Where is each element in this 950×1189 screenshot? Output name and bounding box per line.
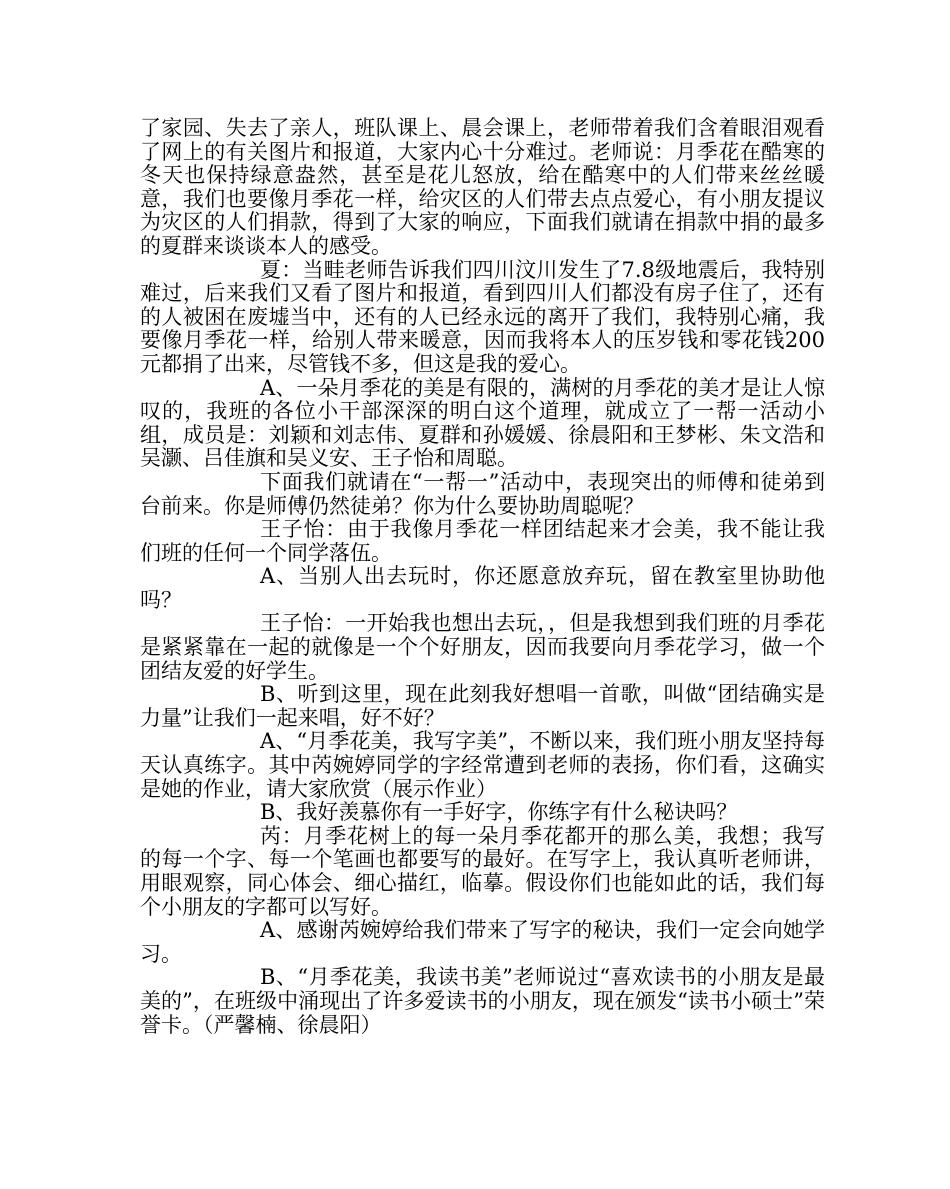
paragraph: B、我好羡慕你有一手好字，你练字有什么秘诀吗？	[260, 800, 738, 825]
paragraph: 王子怡：由于我像月季花一样团结起来才会美，我不能让我们班的任何一个同学落伍。	[140, 517, 825, 565]
paragraph: 芮：月季花树上的每一朵月季花都开的那么美，我想；我写的每一个字、每一个笔画也都要写的最好。在写字上，我认真听老师讲，用眼观察，同心体会、细心描红，临摹。假设你们也能如此的话，我们每个小朋友的字都可以写好。	[140, 823, 825, 919]
paragraph: A、当别人出去玩时，你还愿意放弃玩，留在教室里协助他吗？	[140, 564, 825, 612]
paragraph: A、感谢芮婉婷给我们带来了写字的秘诀，我们一定会向她学习。	[140, 918, 825, 966]
paragraph: A、“月季花美，我写字美”，不断以来，我们班小朋友坚持每天认真练字。其中芮婉婷同学的字经常遭到老师的表扬，你们看，这确实是她的作业，请大家欣赏（展示作业）	[140, 729, 825, 801]
paragraph: 了家园、失去了亲人，班队课上、晨会课上，老师带着我们含着眼泪观看了网上的有关图片和报道，大家内心十分难过。老师说：月季花在酷寒的冬天也保持绿意盎然，甚至是花儿怒放，给在酷寒中的人们带来丝丝暖意，我们也要像月季花一样，给灾区的人们带去点点爱心，有小朋友提议为灾区的人们捐款，得到了大家的响应，下面我们就请在捐款中捐的最多的夏群来谈谈本人的感受。	[140, 116, 825, 258]
document-body	[140, 117, 825, 1037]
paragraph: A、一朵月季花的美是有限的，满树的月季花的美才是让人惊叹的，我班的各位小干部深深的明白这个道理，就成立了一帮一活动小组，成员是：刘颖和刘志伟、夏群和孙媛媛、徐晨阳和王梦彬、朱文浩和吴灏、吕佳旗和吴义安、王子怡和周聪。	[140, 375, 825, 471]
paragraph: 夏：当畦老师告诉我们四川汶川发生了7.8级地震后，我特别难过，后来我们又看了图片和报道，看到四川人们都没有房子住了，还有的人被困在废墟当中，还有的人已经永远的离开了我们，我特别心痛，我要像月季花一样，给别人带来暖意，因而我将本人的压岁钱和零花钱200元都捐了出来，尽管钱不多，但这是我的爱心。	[140, 257, 825, 376]
paragraph: B、“月季花美，我读书美”老师说过“喜欢读书的小朋友是最美的”，在班级中涌现出了许多爱读书的小朋友，现在颁发“读书小硕士”荣誉卡。（严馨楠、徐晨阳）	[140, 965, 825, 1037]
paragraph: 下面我们就请在“一帮一”活动中，表现突出的师傅和徒弟到台前来。你是师傅仍然徒弟？你为什么要协助周聪呢？	[140, 469, 825, 518]
paragraph: 王子怡：一开始我也想出去玩，，但是我想到我们班的月季花是紧紧靠在一起的就像是一个个好朋友，因而我要向月季花学习，做一个团结友爱的好学生。	[140, 611, 825, 683]
paragraph: B、听到这里，现在此刻我好想唱一首歌，叫做“团结确实是力量”让我们一起来唱，好不好？	[140, 682, 825, 730]
